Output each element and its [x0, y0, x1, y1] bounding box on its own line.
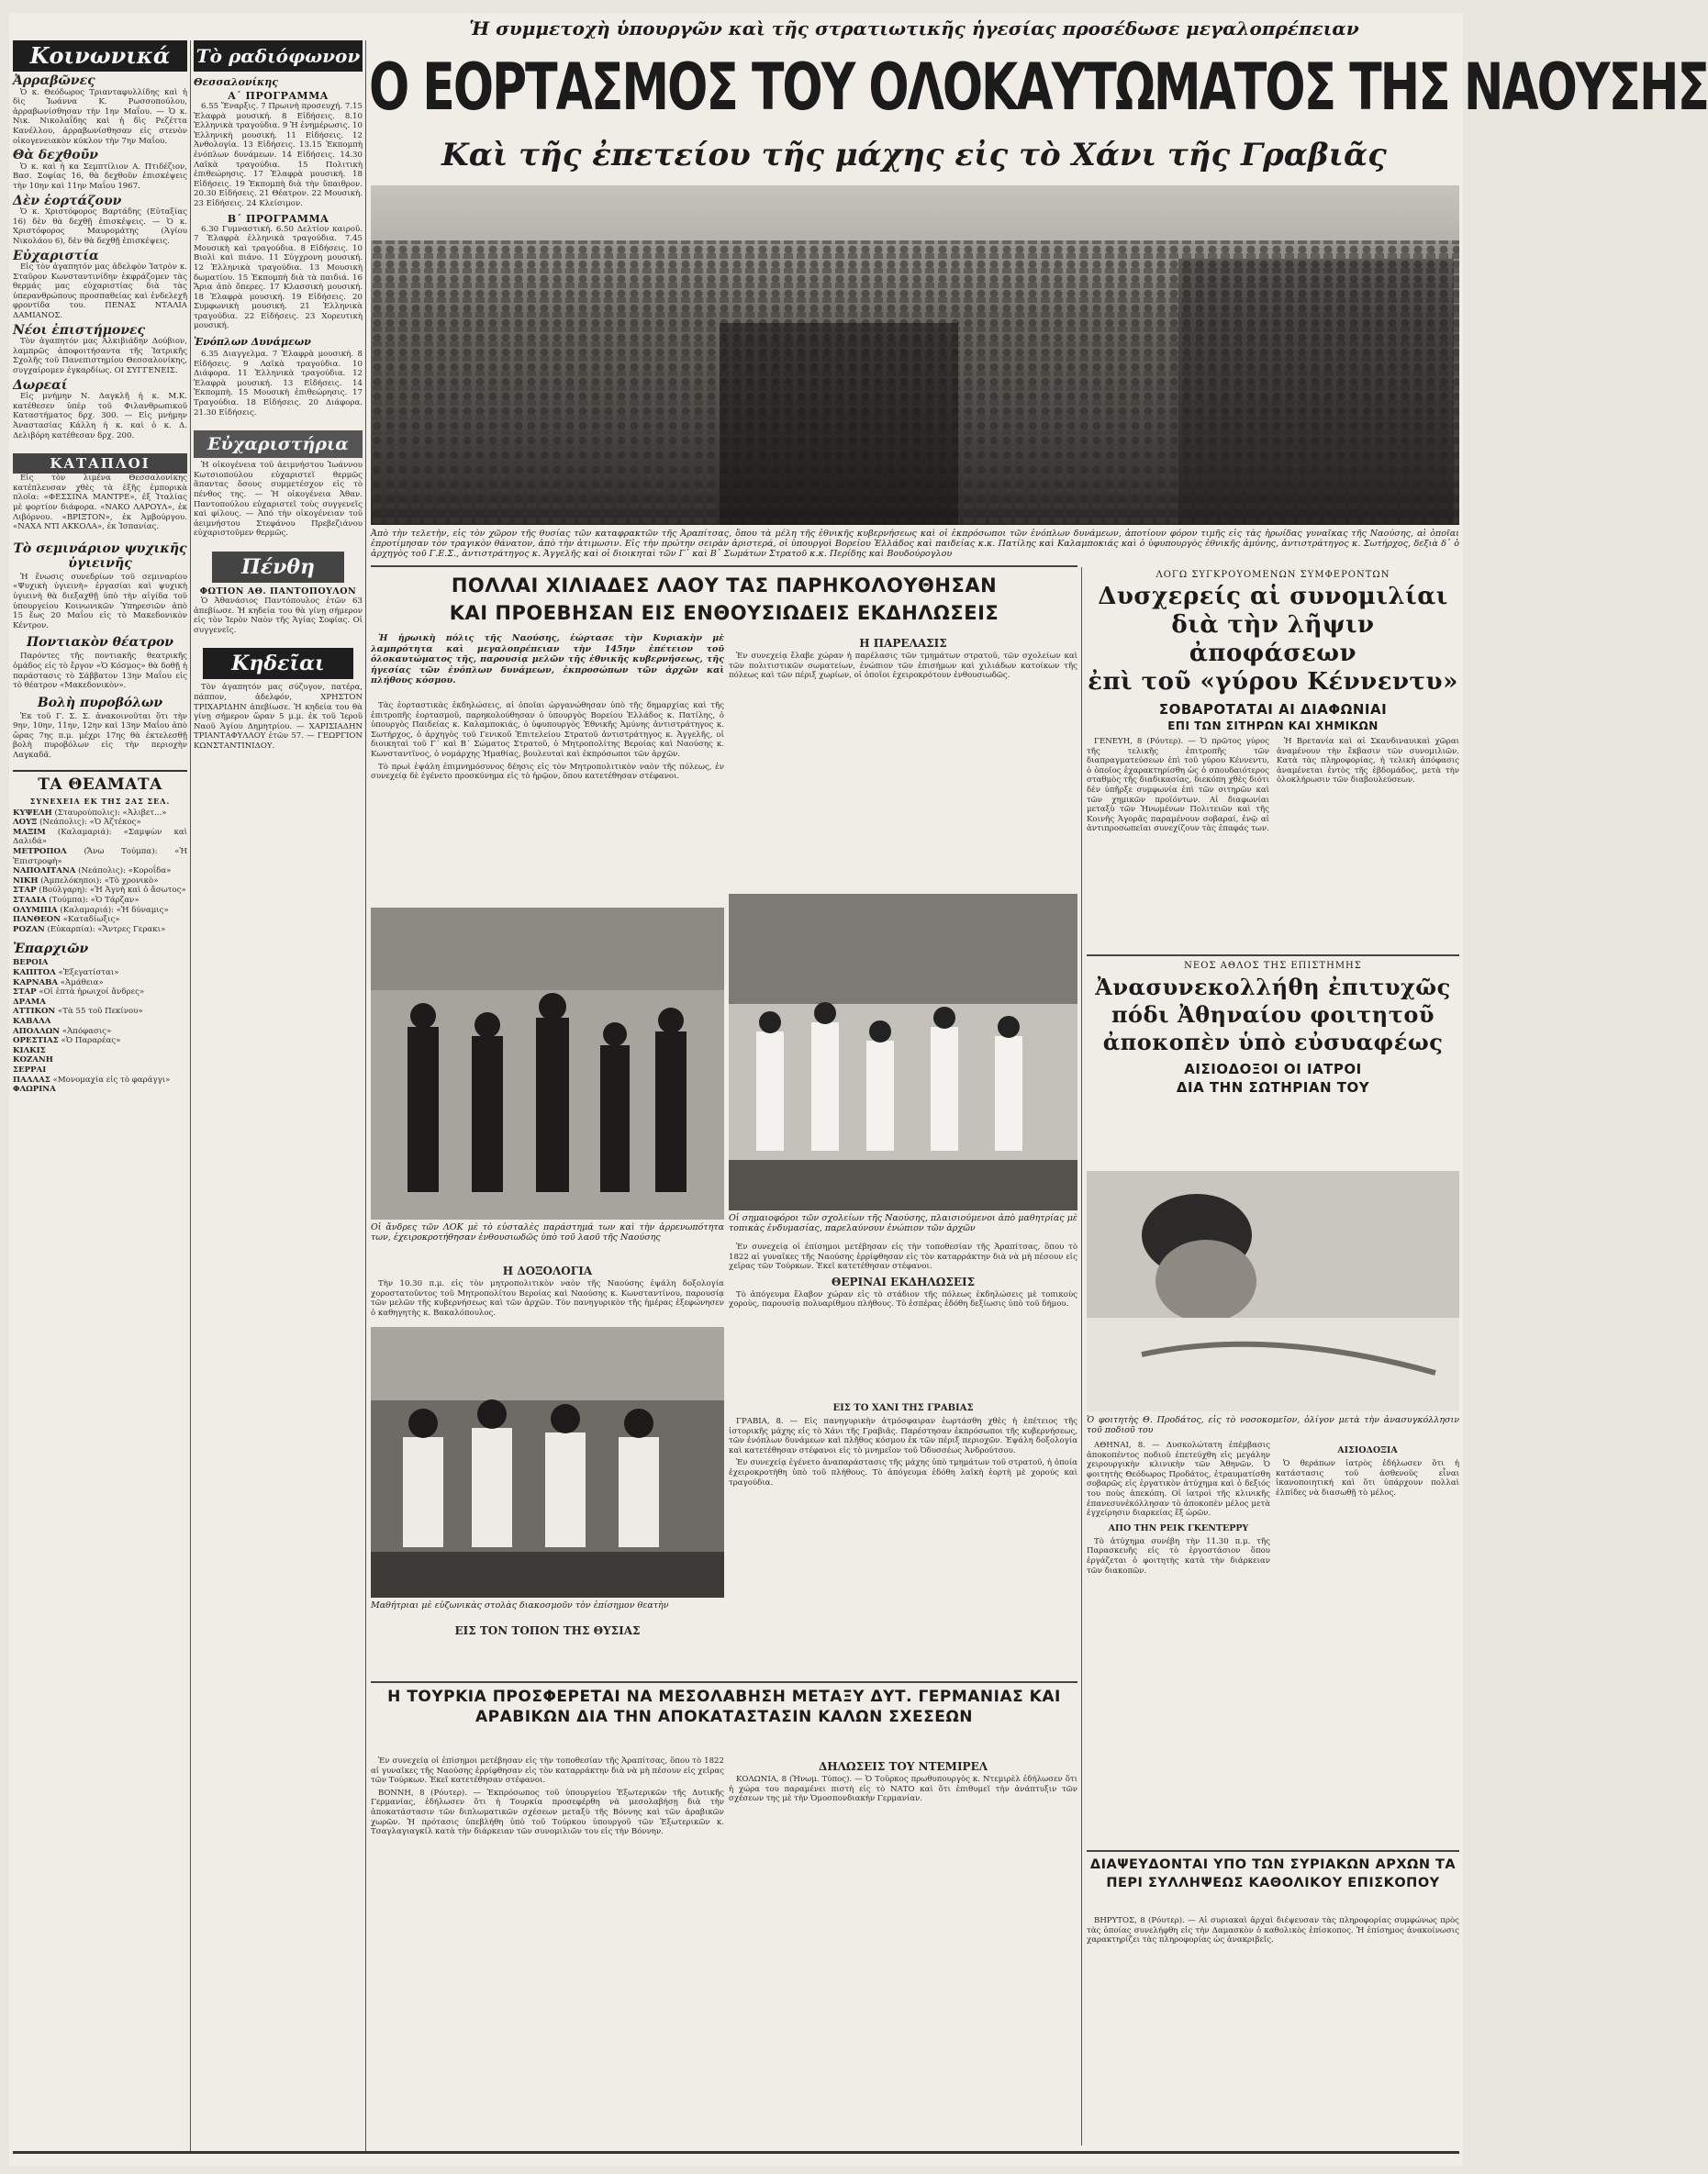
theatre-info: (Ἀμπελόκηποι): «Τὸ χρονικὸ»	[40, 875, 159, 886]
column-divider	[365, 40, 366, 2151]
province-info: «Ὁ Παραρέας»	[61, 1036, 121, 1046]
theatre-info: «Καταδίωξις»	[62, 915, 120, 925]
subhead-doxology: Η ΔΟΞΟΛΟΓΙΑ	[502, 1265, 593, 1277]
theatre-name: ΛΟΥΞ	[13, 818, 38, 828]
puppet-title: Βολὴ πυροβόλων	[37, 695, 163, 710]
theatre-name: ΜΑΞΙΜ	[13, 827, 46, 837]
program-a-title: Α΄ ΠΡΟΓΡΑΜΜΑ	[228, 90, 329, 102]
list-item	[13, 998, 187, 1008]
section-title: Νέοι ἐπιστήμονες	[13, 322, 146, 338]
theatre-info: (Καλαμαριά): «Σαμψὼν καὶ Δαλιδά»	[13, 827, 188, 847]
top-banner: Ἡ συμμετοχὴ ὑπουργῶν καὶ τῆς στρατιωτικῆς ἡγεσίας προσέδωσε μεγαλοπρέπειαν	[469, 17, 1359, 39]
section-text: Ὁ κ. καὶ ἡ κα Σεμπτίλιον Α. Πτιδέζιον, Βασ. Σοφίας 16, θὰ δεχθοῦν ἐπισκέψεις τὴν 10ην καὶ 11ην Μαΐου 1967.	[13, 162, 187, 191]
subhead-optimism: ΑΙΣΙΟΔΟΞΙΑ	[1337, 1445, 1398, 1455]
theatre-info: (Τούμπα): «Ὁ Τάρζαν»	[49, 896, 140, 905]
theatre-info: (Βούλγαρη): «Ἡ Ἀγνὴ καὶ ὁ ἄσωτος»	[39, 886, 186, 896]
theatre-info: (Καλαμαριά): «Ἡ δύναμις»	[60, 905, 169, 915]
section-title: Εὐχαριστία	[13, 248, 99, 263]
parade-image	[729, 894, 1077, 1210]
theatre-name: ΣΤΑΔΙΑ	[13, 896, 47, 905]
subhead-site: ΕΙΣ ΤΟΝ ΤΟΠΟΝ ΤΗΣ ΘΥΣΙΑΣ	[454, 1624, 641, 1637]
events-text	[13, 573, 187, 631]
puppet-text	[13, 712, 187, 761]
right-article-2-body-2	[1276, 1441, 1459, 1845]
parade-photo	[729, 894, 1077, 1210]
social-masthead: Κοινωνικά	[13, 40, 187, 72]
center-body-5	[371, 1621, 724, 1679]
column-text	[1277, 737, 1459, 957]
body-paragraph: ΒΟΝΝΗ, 8 (Ρόυτερ). — Ἐκπρόσωπος τοῦ ὑπουργείου Ἐξωτερικῶν τῆς Δυτικῆς Γερμανίας, ἐδήλωσεν ὅτι ἡ Τουρκία προσεφέρθη νὰ μεσολαβήσῃ διὰ τὴν ἀποκατάστασιν τῶν διπλωματικῶν σχέσεων μεταξὺ τῆς Βόννης καὶ τῶν ἀραβικῶν χωρῶν. Ἡ πρότασις ὑπεβλήθη ὑπὸ τοῦ Τούρκου ὑπουργοῦ τῶν Ἐξωτερικῶν κ. Τσαγλαγιαγκίλ κατὰ τὴν διάρκειαν τῶν συνομιλιῶν του εἰς τὴν Βόννην.	[371, 1788, 724, 1837]
section-text: Εἰς τὸν ἀγαπητόν μας ἀδελφὸν Ἰατρὸν κ. Σταῦρον Κωνσταντινίδην ἐκφράζομεν τὰς θερμάς μας εὐχαριστίας διὰ τὰς ὑπερανθρώπους προσπαθείας καὶ ἐνδελεχῆ φροντίδα του. ΠΕΝΑΣ ΝΤΑΛΙΑ ΔΑΜΙΑΝΟΣ.	[13, 262, 187, 321]
list-item	[13, 828, 187, 847]
section-text: Ὁ κ. Χριστόφορος Βαρτάδης (Εὐταξίας 16) δὲν θὰ δεχθῇ ἐπισκέψεις. — Ὁ κ. Χριστόφορος Μαυρομάτης (Ἁγίου Νικολάου 6), δὲν θὰ δεχθῇ ἐπισκέψεις.	[13, 207, 187, 246]
body-paragraph: Ἡ Βρετανία καὶ αἱ Σκανδιναυικαὶ χῶραι ἀναμένουν τὴν ἔκβασιν τῶν συνομιλιῶν. Κατὰ τὰς πληροφορίας, ἡ τελικὴ ἀπόφασις ἀναμένεται ἐντὸς τῆς ἑβδομάδος, μετὰ τὴν ὁλοκλήρωσιν τῶν διαβουλεύσεων.	[1277, 737, 1459, 786]
sub-headline: ΔΙΑ ΤΗΝ ΣΩΤΗΡΙΑΝ ΤΟΥ	[1176, 1079, 1370, 1096]
student-photo	[1087, 1171, 1459, 1411]
headline-line: ἀποκοπὲν ὑπὸ εὐσυαφέως	[1102, 1029, 1444, 1055]
mourning-name: ΦΩΤΙΟΝ ΑΘ. ΠΑΝΤΟΠΟΥΛΟΝ	[199, 585, 357, 596]
province-name: ΠΑΛΛΑΣ	[13, 1075, 50, 1085]
theatre-info: (Ἄνω Τούμπα): «Ἡ Ἐπιστροφὴ»	[13, 847, 188, 866]
student-caption: Ὁ φοιτητὴς Θ. Προδάτος, εἰς τὸ νοσοκομεῖον, ὀλίγον μετὰ τὴν ἀνασυγκόλλησιν τοῦ ποδιοῦ του	[1087, 1415, 1459, 1435]
social-sections	[13, 73, 187, 440]
funerals-header: Κηδεῖαι	[203, 648, 353, 679]
crowd-photo-image	[371, 185, 1459, 525]
body-paragraph: Τὸ ἀπόγευμα ἔλαβον χώραν εἰς τὸ στάδιον τῆς πόλεως ἐκδηλώσεις μὲ τοπικοὺς χοροὺς, παρουσίᾳ πολυαρίθμου πλήθους. Τὸ ἑσπέρας ἐδόθη δεξίωσις ὑπὸ τοῦ δήμου.	[729, 1289, 1077, 1310]
mourning-paragraph: Ὁ Ἀθανάσιος Παντόπουλος ἐτῶν 63 ἀπεβίωσε. Ἡ κηδεία του θὰ γίνῃ σήμερον εἰς τὸν Ἱερὸν Ναὸν τῆς Ἁγίας Σοφίας. Οἱ συγγενεῖς.	[194, 596, 363, 635]
right-article-2-body	[1087, 1441, 1270, 1845]
list-item	[13, 915, 187, 925]
center-headline-1: ΠΟΛΛΑΙ ΧΙΛΙΑΔΕΣ ΛΑΟΥ ΤΑΣ ΠΑΡΗΚΟΛΟΥΘΗΣΑΝ	[451, 574, 998, 596]
mourning-text	[194, 596, 363, 635]
sub-headline: ΑΙΣΙΟΔΟΞΟΙ ΟΙ ΙΑΤΡΟΙ	[1184, 1061, 1362, 1077]
parade-caption: Οἱ σημαιοφόροι τῶν σχολείων τῆς Ναούσης, πλαισιούμενοι ἀπὸ μαθητρίας μὲ τοπικὰς ἐνδυμασίας, παρελαύνουν ἐνώπιον τῶν ἀρχῶν	[729, 1213, 1077, 1233]
list-item	[13, 886, 187, 896]
province-info: «Ἀμάθεια»	[60, 977, 104, 987]
province-info: «Οἱ ἑπτὰ ἠρωιχοί ἄνδρες»	[39, 987, 145, 998]
mourning-header: Πένθη	[212, 552, 344, 583]
theatre-paragraph: Παρόντες τῆς ποντιακῆς θεατρικῆς ὁμάδος εἰς τὸ ἔργον «Ὁ Κόσμος» θὰ δοθῇ ἡ παράστασις τὸ Σάββατον 13ην Μαΐου εἰς τὸ θέατρον «Μακεδονικὸν».	[13, 652, 187, 691]
soldiers-photo	[371, 908, 724, 1220]
list-item	[13, 978, 187, 988]
section-title: Δὲν ἑορτάζουν	[13, 193, 122, 208]
theatre-name: ΟΛΥΜΠΙΑ	[13, 905, 58, 915]
province-name: ΚΑΒΑΛΑ	[13, 1016, 51, 1026]
section-text: Εἰς μνήμην Ν. Δαγκλῆ ἡ κ. Μ.Κ. κατέθεσεν ὑπὲρ τοῦ Φιλανθρωπικοῦ Καταστήματος δρχ. 300. — Εἰς μνήμην Ἀναστασίας Κάλλη ἡ κ. καὶ ὁ κ. Δ. Δελιβόρη κατέθεσαν δρχ. 200.	[13, 392, 187, 440]
headline-line: πόδι Ἀθηναίου φοιτητοῦ	[1111, 1001, 1435, 1028]
body-paragraph: ΓΕΝΕΥΗ, 8 (Ρόυτερ). — Ὁ πρῶτος γύρος τῆς τελικῆς ἐπιτροπῆς τῶν διαπραγματεύσεων ἐπὶ τοῦ γύρου Κέννεντυ, ὁ ὁποῖος ἐχαρακτηρίσθη ὡς ὁ σπουδαιότερος σταθμὸς τῆς διαδικασίας, διεκόπη χθὲς διότι δὲν ὑπῆρξε συμφωνία ἐπὶ τῶν σιτηρῶν καὶ τῶν χημικῶν προϊόντων. Αἱ διαφωνίαι μεταξὺ τῶν Ἡνωμένων Πολιτειῶν καὶ τῆς Κοινῆς Ἀγορᾶς παραμένουν σοβαραί, ἐνῷ αἱ ἀντιπροσωπεῖαι συνεχίζουν τὰς ἐπαφάς των.	[1087, 737, 1269, 834]
radio-masthead: Τὸ ραδιόφωνον	[194, 40, 363, 72]
provinces-header: Ἐπαρχιῶν	[13, 942, 89, 957]
list-item	[13, 1046, 187, 1056]
theatre-info: (Νεάπολις): «Ὁ Ἀζτέκος»	[39, 818, 141, 828]
armed-title: Ἐνόπλων Δυνάμεων	[194, 336, 311, 349]
theatres-list	[13, 808, 187, 935]
list-item	[13, 876, 187, 886]
list-item	[13, 808, 187, 819]
province-name: ΒΕΡΟΙΑ	[13, 958, 49, 968]
section-title: Δωρεαί	[13, 377, 68, 393]
body-paragraph: Ἐν συνεχείᾳ οἱ ἐπίσημοι μετέβησαν εἰς τὴν τοποθεσίαν τῆς Ἀραπίτσας, ὅπου τὸ 1822 αἱ γυναῖκες τῆς Ναούσης ἐρρίφθησαν εἰς τὸν καταρράκτην διὰ νὰ μὴ πέσουν εἰς χεῖρας τῶν Τούρκων. Ἐκεῖ κατετέθησαν στέφανοι.	[371, 1756, 724, 1786]
province-info: «Μονομαχία εἰς τὸ φαράγγι»	[52, 1075, 171, 1085]
province-info: «Ἐξεγατίσται»	[58, 967, 119, 977]
theatres-header: ΤΑ ΘΕΑΜΑΤΑ	[38, 775, 162, 794]
list-item	[13, 968, 187, 978]
theatres-sub: ΣΥΝΕΧΕΙΑ ΕΚ ΤΗΣ 2ΑΣ ΣΕΛ.	[29, 796, 171, 806]
bottom-rule	[13, 2151, 1459, 2154]
province-name: ΦΛΩΡΙΝΑ	[13, 1085, 56, 1095]
province-name: ΑΠΟΛΛΩΝ	[13, 1026, 61, 1036]
theatre-name: ΚΥΨΕΛΗ	[13, 808, 52, 818]
section-title: Θὰ δεχθοῦν	[13, 148, 99, 163]
sub-headline: ΕΠΙ ΤΩΝ ΣΙΤΗΡΩΝ ΚΑΙ ΧΗΜΙΚΩΝ	[1167, 719, 1379, 732]
turkey-body-2	[729, 1756, 1077, 2142]
right-article-1	[1087, 567, 1459, 953]
headline-line: διὰ τὴν λῆψιν ἀποφάσεων	[1171, 611, 1375, 667]
theatre-name: ΠΑΝΘΕΟΝ	[13, 915, 61, 925]
events-paragraph: Ἡ ἕνωσις συνεδρίων τοῦ σεμιναρίου «Ψυχικὴ ὑγιεινὴ» ἐργασίαι καὶ ψυχικὴ ὑγιεινὴ θὰ διεξαχθῇ ὑπὸ τὴν αἰγίδα τοῦ ὑπουργείου Κοινωνικῶν Ὑπηρεσιῶν ἀπὸ 15 ἕως 20 Μαΐου εἰς τὸ Μακεδονικὸν Κέντρον.	[13, 572, 187, 630]
center-headline-2: ΚΑΙ ΠΡΟΕΒΗΣΑΝ ΕΙΣ ΕΝΘΟΥΣΙΩΔΕΙΣ ΕΚΔΗΛΩΣΕΙΣ	[449, 602, 999, 624]
list-item	[13, 1007, 187, 1017]
body-paragraph: Τὰς ἑορταστικὰς ἐκδηλώσεις, αἱ ὁποῖαι ὠργανώθησαν ὑπὸ τῆς δημαρχίας καὶ τῆς ἐπιτροπῆς ἑορτασμοῦ, παρηκολούθησαν ὁ ὑπουργὸς Βορείου Ἑλλάδος κ. Πατίλης, ὁ ὑπουργὸς Παιδείας κ. Καλαμποκιάς, ὁ ὑφυπουργὸς Ἐθνικῆς Ἀμύνης ἀντιστράτηγος κ. Σωτήρχος, ὁ ἀρχηγὸς τοῦ Γενικοῦ Ἐπιτελείου Στρατοῦ ἀντιστράτηγος κ. Ἀγγελῆς, οἱ διοικηταὶ τοῦ Γ΄ καὶ Β΄ Σώματος Στρατοῦ, ὁ Μητροπολίτης Βεροίας καὶ Ναούσης κ. Κωνσταντῖνος, ὁ νομάρχης Ἡμαθίας, βουλευταὶ καὶ ἐκπρόσωποι τῶν ἀρχῶν.	[371, 701, 724, 759]
girls-caption: Μαθήτριαι μὲ εὐζωνικὰς στολὰς διακοσμοῦν τὸν ἐπίσημον θεατὴν	[371, 1600, 669, 1611]
syria-headline: ΔΙΑΨΕΥΔΟΝΤΑΙ ΥΠΟ ΤΩΝ ΣΥΡΙΑΚΩΝ ΑΡΧΩΝ ΤΑ ΠΕΡΙ ΣΥΛΛΗΨΕΩΣ ΚΑΘΟΛΙΚΟΥ ΕΠΙΣΚΟΠΟΥ	[1089, 1857, 1457, 1890]
program-b-paragraph: 6.30 Γυμναστική. 6.50 Δελτίον καιροῦ. 7 Ἐλαφρὰ ἑλληνικὰ τραγούδια. 7.45 Μουσικὴ καὶ τραγούδια. 8 Εἰδήσεις. 10 Βιολὶ καὶ πιάνο. 11 Σύγχρονη μουσική. 12 Ἑλληνικὰ τραγούδια. 13 Μουσικὴ δωματίου. 15 Ἐκπομπὴ διὰ τὰ παιδιά. 16 Ἄρια ἀπὸ ὄπερες. 17 Κλασσικὴ μουσική. 18 Ἐλαφρὰ μουσική. 19 Εἰδήσεις. 20 Συμφωνικὴ μουσική. 21 Ἑλληνικὰ τραγούδια. 22 Εἰδήσεις. 23 Χορευτικὴ μουσική.	[194, 224, 363, 331]
list-item	[13, 925, 187, 935]
program-a-paragraph: 6.55 Ἔναρξις. 7 Πρωινὴ προσευχή. 7.15 Ἐλαφρὰ μουσική. 8 Εἰδήσεις. 8.10 Ἑλληνικὰ τραγούδια. 9 Ἡ ἐνημέρωσις. 10 Ἑλληνικὴ μουσική. 11 Εἰδήσεις. 12 Ἀνθολογία. 13 Εἰδήσεις. 13.15 Ἐκπομπὴ ἐνόπλων δυνάμεων. 14 Εἰδήσεις. 14.30 Λαϊκὰ τραγούδια. 15 Πολιτικὴ ἐπιθεώρησις. 17 Ἐλαφρὰ μουσική. 18 Εἰδήσεις. 19 Ἐκπομπὴ διὰ τὴν ὕπαιθρον. 20.30 Εἰδήσεις. 21 Θέατρον. 22 Μουσικὴ. 23 Εἰδήσεις. 24 Κλείσιμον.	[194, 102, 363, 208]
center-body-2	[729, 633, 1077, 890]
list-item	[13, 818, 187, 828]
list-item	[13, 906, 187, 916]
right-article-2	[1087, 958, 1459, 1169]
column-divider	[190, 40, 191, 2151]
main-photo	[371, 185, 1459, 525]
body-paragraph: Ἐν συνεχείᾳ ἔλαβε χώραν ἡ παρέλασις τῶν τμημάτων στρατοῦ, τῶν σχολείων καὶ τῶν πολιτιστικῶν σωματείων, ἐνώπιον τῶν ἐπισήμων καὶ χιλιάδων κατοίκων τῆς πόλεως καὶ τῶν πέριξ χωρίων, οἱ ὁποῖοι ἐχειροκρότουν ἐνθουσιωδῶς.	[729, 652, 1077, 681]
list-item	[13, 1076, 187, 1086]
divider	[371, 565, 1077, 567]
main-headline: Ο ΕΟΡΤΑΣΜΟΣ ΤΟΥ ΟΛΟΚΑΥΤΩΜΑΤΟΣ ΤΗΣ ΝΑΟΥΣΗΣ	[369, 50, 1708, 126]
program-b-text	[194, 225, 363, 332]
body-paragraph: Ὁ θεράπων ἰατρὸς ἐδήλωσεν ὅτι ἡ κατάστασις τοῦ ἀσθενοῦς εἶναι ἱκανοποιητική καὶ ὅτι ὑπάρχουν πολλαὶ ἐλπίδες νὰ διασωθῇ τὸ μέλος.	[1276, 1459, 1459, 1498]
subhead-demirel: ΔΗΛΩΣΕΙΣ ΤΟΥ ΝΤΕΜΙΡΕΛ	[818, 1760, 988, 1773]
body-paragraph: ΓΡΑΒΙΑ, 8. — Εἰς πανηγυρικὴν ἀτμόσφαιραν ἑωρτάσθη χθὲς ἡ ἐπέτειος τῆς ἱστορικῆς μάχης εἰς τὸ Χάνι τῆς Γραβιᾶς. Παρέστησαν ἐκπρόσωποι τῆς κυβερνήσεως, τῶν ἐνόπλων δυνάμεων καὶ πλῆθος κόσμου ἐκ τῶν πέριξ περιοχῶν. Ἐψάλη δοξολογία καὶ κατετέθησαν στέφανοι εἰς τὸ μνημεῖον τοῦ Ὀδυσσέως Ἀνδρούτσου.	[729, 1417, 1077, 1455]
soldiers-caption: Οἱ ἄνδρες τῶν ΛΟΚ μὲ τὸ εὐσταλὲς παράστημά των καὶ τὴν ἀρρενωπότητα των, ἐχειροκροτήθησαν ἐνθουσιωδῶς ὑπὸ τοῦ λαοῦ τῆς Ναούσης	[371, 1222, 724, 1243]
headline-line: Δυσχερείς αἱ συνομιλίαι	[1098, 583, 1448, 610]
subhead-gravia: ΕΙΣ ΤΟ ΧΑΝΙ ΤΗΣ ΓΡΑΒΙΑΣ	[832, 1403, 974, 1413]
program-a-text	[194, 102, 363, 209]
divider	[13, 770, 187, 772]
province-name: ΔΡΑΜΑ	[13, 997, 46, 1007]
province-name: ΟΡΕΣΤΙΑΣ	[13, 1036, 59, 1046]
girls-photo	[371, 1327, 724, 1598]
list-item	[13, 1017, 187, 1027]
girls-image	[371, 1327, 724, 1598]
theatre-name: ΝΑΠΟΛΙΤΑΝΑ	[13, 866, 76, 876]
theatre-info: (Νεάπολις): «Κοροΐδα»	[78, 866, 172, 876]
left-column	[13, 40, 187, 2151]
kicker: ΝΕΟΣ ΑΘΛΟΣ ΤΗΣ ΕΠΙΣΤΗΜΗΣ	[1184, 961, 1362, 971]
funerals-text	[194, 683, 363, 751]
province-info: «Τὰ 55 τοῦ Πεκίνου»	[58, 1007, 143, 1017]
province-name: ΚΙΛΚΙΣ	[13, 1045, 46, 1055]
headline-line: ἐπὶ τοῦ «γύρου Κέννεντυ»	[1088, 668, 1458, 696]
body-paragraph: ΒΗΡΥΤΟΣ, 8 (Ρόυτερ). — Αἱ συριακαὶ ἀρχαὶ διέψευσαν τὰς πληροφορίας συμφώνως πρὸς τὰς ὁποίας συνελήφθη εἰς τὴν Δαμασκὸν ὁ καθολικὸς ἐπίσκοπος. Ἡ ἐπίσημος ἀνακοίνωσις χαρακτηρίζει τὰς πληροφορίας ὡς ἀνακριβεῖς.	[1087, 1916, 1459, 1945]
divider	[371, 1681, 1077, 1683]
list-item	[13, 896, 187, 906]
events-title: Τὸ σεμινάριον ψυχικῆς ὑγιεινῆς	[13, 541, 187, 571]
column-text	[1087, 737, 1269, 957]
puppet-paragraph: Ἐκ τοῦ Γ. Σ. Σ. ἀνακοινοῦται ὅτι τὴν 9ην, 10ην, 11ην, 12ην καὶ 13ην Μαΐου ἀπὸ ὥρας 7ης π.μ. μέχρι 17ης θὰ ἐκτελεσθῇ βολὴ πυροβόλων εἰς τὴν περιοχὴν Λαγκαδᾶ.	[13, 711, 187, 761]
theatre-title: Ποντιακὸν θέατρον	[26, 635, 174, 651]
list-item	[13, 1055, 187, 1065]
program-b-title: Β΄ ΠΡΟΓΡΑΜΜΑ	[227, 212, 329, 225]
section-text: Ὁ κ. Θεόδωρος Τριανταφυλλίδης καὶ ἡ δὶς Ἰωάννα Κ. Ρωσσοπούλου, ἀρραβωνίσθησαν τὴν 1ην Μαΐου. — Ὁ κ. Νικ. Νικολαΐδης καὶ ἡ δὶς Ρεζέττα Κανέλλου, ἀρραβωνίσθησαν εἰς στενὸν οἰκογενειακὸν κύκλον τὴν 7ην Μαΐου.	[13, 87, 187, 146]
body-paragraph: Τὴν 10.30 π.μ. εἰς τὸν μητροπολιτικὸν ναὸν τῆς Ναούσης ἐψάλη δοξολογία χοροστατοῦντος τοῦ Μητροπολίτου Βεροίας καὶ Ναούσης κ. Κωνσταντίνου, παρουσίᾳ τῶν μελῶν τῆς κυβερνήσεως καὶ τῶν ἀρχῶν. Τὸν πανηγυρικὸν τῆς ἡμέρας ἐξεφώνησεν ὁ καθηγητὴς κ. Βακαλόπουλος.	[371, 1279, 724, 1318]
provinces-list	[13, 958, 187, 1094]
sub-headline: ΣΟΒΑΡΟΤΑΤΑΙ ΑΙ ΔΙΑΦΩΝΙΑΙ	[1158, 701, 1388, 718]
thanks-header: Εὐχαριστήρια	[194, 430, 363, 458]
list-item	[13, 1027, 187, 1037]
syria-body	[1087, 1916, 1459, 2146]
column-divider	[1081, 567, 1082, 2146]
radio-column	[194, 40, 363, 2151]
province-name: ΚΑΠΙΤΟΛ	[13, 967, 56, 977]
gravia-article	[729, 1399, 1077, 1610]
body-paragraph: Ἐν συνεχείᾳ ἐγένετο ἀναπαράστασις τῆς μάχης ὑπὸ τμημάτων τοῦ στρατοῦ, ἡ ὁποία ἐχειροκροτήθη ὑπὸ τοῦ πλήθους. Τὸ ἀπόγευμα ἐδόθη λαϊκὴ ἑορτὴ μὲ χορούς καὶ τραγούδια.	[729, 1458, 1077, 1488]
thanks-text	[194, 461, 363, 539]
funerals-paragraph: Τὸν ἀγαπητόν μας σύζυγον, πατέρα, πάππον, ἀδελφόν, ΧΡΗΣΤΟΝ ΤΡΙΧΑΡΙΔΗΝ ἀπεβίωσε. Ἡ κηδεία του θὰ γίνῃ σήμερον ὥραν 5 μ.μ. ἐκ τοῦ Ἱεροῦ Ναοῦ Ἁγίου Δημητρίου. — ΧΑΡΙΣΙΑΔΗΝ ΤΡΙΑΝΤΑΦΥΛΛΟΥ ἐτῶν 57. — ΓΕΩΡΓΙΟΝ ΚΩΝΣΤΑΝΤΙΝΙΔΟΥ.	[194, 683, 363, 751]
soldiers-image	[371, 908, 724, 1220]
province-name: ΑΤΤΙΚΟΝ	[13, 1007, 56, 1017]
section-text: Τὸν ἀγαπητόν μας Ἀλκιβιάδην Δούβιον, λαμπρῶς ἀποφοιτήσαντα τῆς Ἰατρικῆς Σχολῆς τοῦ Πανεπιστημίου Θεσσαλονίκης, συγχαίρομεν ἐγκαρδίως. ΟΙ ΣΥΓΓΕΝΕΙΣ.	[13, 337, 187, 376]
body-paragraph: Τὸ ἀτύχημα συνέβη τὴν 11.30 π.μ. τῆς Παρασκευῆς εἰς τὸ ἐργοστάσιον ὅπου ἐργάζεται ὁ φοιτητὴς κατὰ τὴν διάρκειαν τῶν διακοπῶν.	[1087, 1536, 1270, 1576]
body-paragraph: Τὸ πρωὶ ἐψάλη ἐπιμνημόσυνος δέησις εἰς τὸν Μητροπολιτικὸν ναὸν τῆς πόλεως, ἐν συνεχείᾳ δὲ ἐγένετο προσκύνημα εἰς τὸ ἡρῷον, ὅπου κατετέθησαν στέφανοι.	[371, 762, 724, 782]
divider	[1087, 1850, 1459, 1852]
list-item	[13, 987, 187, 998]
province-name: ΣΤΑΡ	[13, 987, 37, 998]
list-item	[13, 847, 187, 866]
radio-station: Θεσσαλονίκης	[194, 76, 278, 88]
center-body-1	[371, 701, 724, 903]
ships-text	[13, 474, 187, 532]
list-item	[13, 1065, 187, 1076]
subhead-source: ΑΠΟ ΤΗΝ ΡΕΙΚ ΓΚΕΝΤΕΡΡΥ	[1108, 1522, 1249, 1533]
province-name: ΣΕΡΡΑΙ	[13, 1065, 47, 1075]
list-item	[13, 1036, 187, 1046]
body-paragraph: Ἐν συνεχείᾳ οἱ ἐπίσημοι μετέβησαν εἰς τὴν τοποθεσίαν τῆς Ἀραπίτσας, ὅπου τὸ 1822 αἱ γυναῖκες τῆς Ναούσης ἐρρίφθησαν εἰς τὸν καταρράκτην διὰ νὰ μὴ πέσουν εἰς χεῖρας τῶν Τούρκων. Ἐκεῖ κατετέθησαν στέφανοι.	[729, 1243, 1077, 1272]
province-info: «Ἀπόφασις»	[61, 1026, 112, 1036]
main-photo-caption: Ἀπὸ τὴν τελετὴν, εἰς τὸν χῶρον τῆς θυσίας τῶν καταφρακτῶν τῆς Ἀραπίτσας, ὅπου τὰ μέλη τῆς ἐθνικῆς κυβερνήσεως καὶ οἱ ἐκπρόσωποι τῶν ἐνόπλων δυνάμεων, ἀποτίουν φόρον τιμῆς εἰς τὰς ἡρωίδας γυναῖκας τῆς Ναούσης, αἱ ὁποῖαι ἐπροτίμησαν τὸν τραγικὸν θάνατον, ἀπὸ τὴν ἀτιμωσιν. Εἰς τὴν πρώτην σειρὰν ἀριστερά, οἱ ὑπουργοὶ Βορείου Ἑλλάδος καὶ παιδείας κ.κ. Πατίλης καὶ Καλαμποκιάς καὶ ὁ ὑφυπουργὸς ἐθνικῆς ἀμύνης, ἀντιστράτηγος κ. Σωτήρχος, δεξιὰ δ᾽ ὁ ἀρχηγὸς τοῦ Γ.Ε.Σ., ἀντιστράτηγος κ. Ἀγγελῆς καὶ οἱ διοικηταὶ τῶν Γ᾽ καὶ Β᾽ Σωμάτων Στρατοῦ κ.κ. Περίδης καὶ Βουδούρογλου	[371, 529, 1459, 559]
theatre-info: (Σταυρούπολις): «Ἀλιβετ...»	[54, 808, 167, 818]
thanks-paragraph: Ἡ οἰκογένεια τοῦ ἀειμνήστου Ἰωάννου Κωτσιοπούλου εὐχαριστεῖ θερμῶς ἅπαντας ὅσους συμμετέσχον εἰς τὸ πένθος της. — Ἡ οἰκογένεια Ἀθαν. Παντοπούλου εὐχαριστεῖ τοὺς συγγενεῖς καὶ φίλους. — Ἀπό τὴν οἰκογένειαν τοῦ ἀειμνήστου Στεφάνου Πρεβεζιάνου εὐχαριστοῦμεν θερμῶς.	[194, 461, 363, 539]
center-body-3	[371, 1261, 724, 1325]
province-name: ΚΑΡΝΑΒΑ	[13, 977, 59, 987]
theatre-text	[13, 652, 187, 690]
turkey-body	[371, 1756, 724, 2142]
ships-header: ΚΑΤΑΠΛΟΙ	[13, 453, 187, 474]
theatre-name: ΝΙΚΗ	[13, 875, 39, 886]
list-item	[13, 1085, 187, 1095]
armed-text	[194, 350, 363, 418]
theatre-name: ΜΕΤΡΟΠΟΛ	[13, 847, 67, 857]
article-columns	[1087, 737, 1459, 957]
province-name: ΚΟΖΑΝΗ	[13, 1055, 53, 1065]
turkey-headline: Η ΤΟΥΡΚΙΑ ΠΡΟΣΦΕΡΕΤΑΙ ΝΑ ΜΕΣΟΛΑΒΗΣΗ ΜΕΤΑΞΥ ΔΥΤ. ΓΕΡΜΑΝΙΑΣ ΚΑΙ ΑΡΑΒΙΚΩΝ ΔΙΑ ΤΗΝ ΑΠΟΚΑΤΑΣΤΑΣΙΝ ΚΑΛΩΝ ΣΧΕΣΕΩΝ	[387, 1688, 1061, 1726]
section-title: Ἀρραβῶνες	[13, 73, 95, 88]
subhead-evening: ΘΕΡΙΝΑΙ ΕΚΔΗΛΩΣΕΙΣ	[831, 1275, 976, 1288]
headline-line: Ἀνασυνεκολλήθη ἐπιτυχῶς	[1095, 974, 1451, 1000]
student-image	[1087, 1171, 1459, 1411]
body-paragraph: ΑΘΗΝΑΙ, 8. — Δυσκολώτατη ἐπέμβασις ἀποκοπέντος ποδιοῦ ἐπετεύχθη εἰς μεγάλην χειρουργικὴν κλινικὴν τῶν Ἀθηνῶν. Ὁ φοιτητὴς Θεόδωρος Προδάτος, ἐτραυματίσθη σοβαρῶς εἰς ἐργατικὸν ἀτύχημα καὶ ὁ δεξιός του ποὺς ἀπεκόπη. Οἱ ἰατροὶ τῆς κλινικῆς ἐπανεσυνέκόλλησαν τὸ ἀποκοπὲν μέλος μετὰ ἐγχείρησιν διαρκείας ἕξ ὡρῶν.	[1087, 1441, 1270, 1519]
body-paragraph: ΚΟΛΩΝΙΑ, 8 (Ἡνωμ. Τύπος). — Ὁ Τοῦρκος πρωθυπουργὸς κ. Ντεμιρὲλ ἐδήλωσεν ὅτι ἡ χώρα του παραμένει πιστὴ εἰς τὸ ΝΑΤΟ καὶ ὅτι ἐπιθυμεῖ τὴν ἀνάπτυξιν τῶν σχέσεων της μὲ τὴν Ὁμοσπονδιακὴν Γερμανίαν.	[729, 1775, 1077, 1804]
armed-paragraph: 6.35 Διαγγελμα. 7 Ἐλαφρὰ μουσική. 8 Εἰδήσεις. 9 Λαϊκὰ τραγούδια. 10 Διάφορα. 11 Ἑλληνικὰ τραγούδια. 12 Ἐλαφρὰ μουσική. 13 Εἰδήσεις. 14 Ἐκπομπὴ. 15 Μουσικὴ ἐπιθεώρησις. 17 Τραγούδια. 18 Εἰδήσεις. 20 Διάφορα. 21.30 Εἰδήσεις.	[194, 350, 363, 418]
theatre-name: ΣΤΑΡ	[13, 886, 37, 896]
list-item	[13, 866, 187, 876]
ships-paragraph: Εἰς τὸν λιμένα Θεσσαλονίκης κατέπλευσαν χθὲς τὰ ἑξῆς ἐμπορικὰ πλοῖα: «ΦΕΣΣΙΝΑ ΜΑΝΤΡΕ», ἐξ Ἰταλίας μὲ φορτίον διάφορα. «ΝΑΚΟ ΛΑΡΟΥΛ», ἐκ Λιβόρνου. «ΒΡΙΞΤΟΝ», ἐκ Ἀμβούργου. «ΝΑΧΑ ΝΤΙ ΑΚΚΟΛΑ», ἐκ Ἰσπανίας.	[13, 474, 187, 532]
newspaper-page	[9, 13, 1708, 2166]
list-item	[13, 958, 187, 968]
divider	[1087, 954, 1459, 956]
kicker: ΛΟΓΩ ΣΥΓΚΡΟΥΟΜΕΝΩΝ ΣΥΜΦΕΡΟΝΤΩΝ	[1155, 570, 1390, 580]
theatre-name: ΡΟΖΑΝ	[13, 924, 45, 934]
theatre-info: (Εὐκαρπία): «Ἄντρες Γερακι»	[47, 924, 166, 934]
lead-paragraph: Ἡ ἡρωικὴ πόλις τῆς Ναούσης, ἑώρτασε τὴν Κυριακὴν μὲ λαμπρότητα καὶ μεγαλοπρέπειαν τὴν 145ην ἐπέτειον τοῦ ὁλοκαυτώματος τῆς, παρουσίᾳ μελῶν τῆς ἐθνικῆς κυβερνήσεως, τῆς ἡγεσίας τῶν ἐνόπλων δυνάμεων, ἐκπροσώπων τῶν ἀρχῶν καὶ πλήθους κόσμου.	[371, 633, 724, 686]
main-subheadline: Καὶ τῆς ἐπετείου τῆς μάχης εἰς τὸ Χάνι τῆς Γραβιᾶς	[441, 137, 1387, 173]
subhead-parade: Η ΠΑΡΕΛΑΣΙΣ	[859, 637, 947, 650]
